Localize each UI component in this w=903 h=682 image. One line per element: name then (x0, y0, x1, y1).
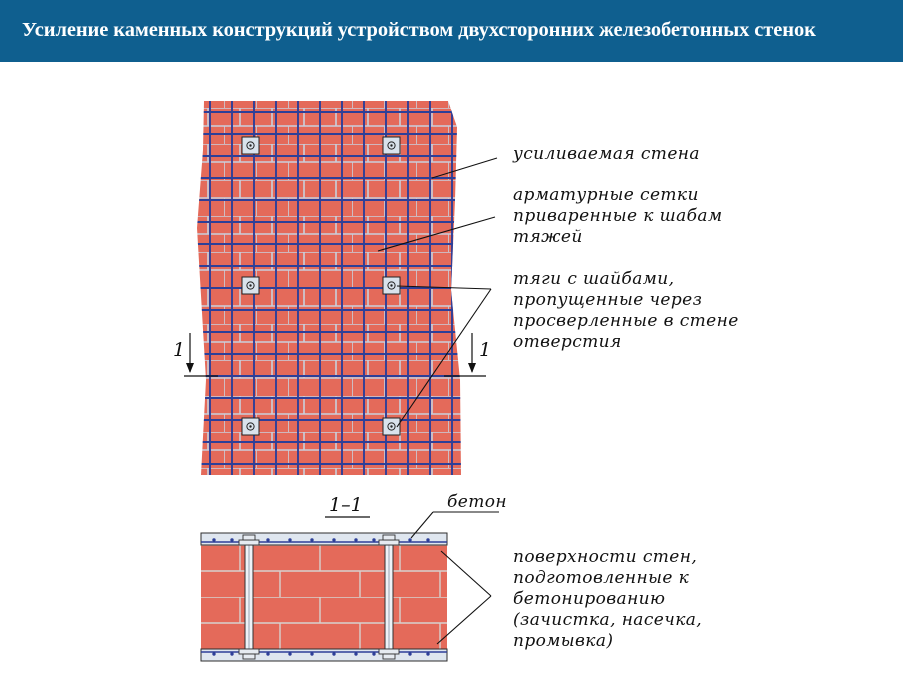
page-title: Усиление каменных конструкций устройством двухсторонних железобетонных стенок (22, 19, 816, 41)
label-mesh: арматурные сетки приваренные к шабам тяжей (513, 185, 723, 247)
label-concrete: бетон (447, 492, 507, 512)
tie-washer (242, 277, 259, 294)
section-title: 1–1 (329, 494, 363, 516)
section-number-right: 1 (479, 339, 492, 361)
label-surfaces: поверхности стен, подготовленные к бетонированию (зачистка, насечка, промывка) (513, 547, 703, 651)
label-wall: усиливаемая стена (513, 144, 700, 164)
tie-washer (242, 418, 259, 435)
wall-section (201, 533, 447, 661)
section-number-left: 1 (173, 339, 186, 361)
tie-washer (242, 137, 259, 154)
tie-washer (383, 137, 400, 154)
label-ties: тяги с шайбами, пропущенные через просверленные в стене отверстия (513, 269, 739, 352)
